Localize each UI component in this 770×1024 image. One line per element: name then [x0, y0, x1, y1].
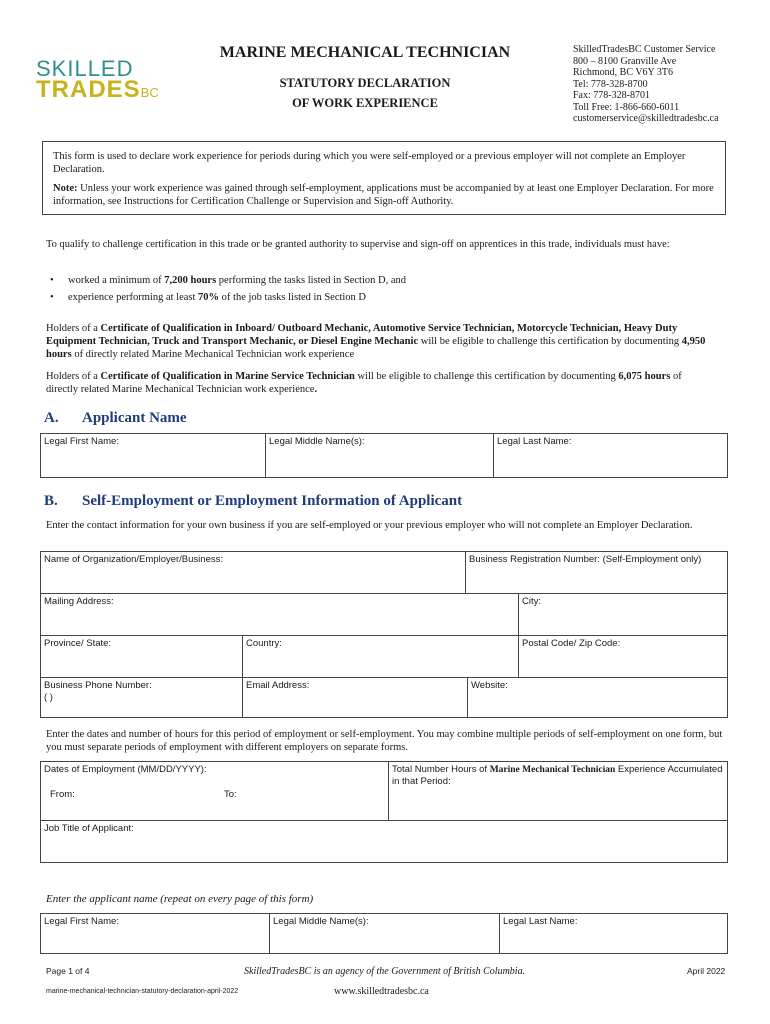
field-label: Business Registration Number: (Self-Employment only) — [469, 554, 702, 565]
section-title: Applicant Name — [82, 410, 187, 426]
logo-trades — [36, 78, 159, 105]
section-letter: A. — [44, 410, 59, 426]
postal-code-field[interactable] — [518, 635, 728, 678]
website-field[interactable] — [467, 677, 728, 718]
holders-paragraph-2: Holders of a Certificate of Qualification in Marine Service Technician will be eligible to challenge this certification by documenting 6,075 hours of directly related Marine Mechanical Technician work experience. — [46, 371, 682, 395]
bullet-icon: • — [50, 292, 54, 303]
to-label: To: — [224, 789, 237, 800]
field-label: Email Address: — [246, 680, 310, 691]
contact-line: Richmond, BC V6Y 3T6 — [573, 67, 674, 78]
field-label: Legal Middle Name(s): — [273, 916, 369, 927]
field-label: Legal Middle Name(s): — [269, 436, 365, 447]
req-text: worked a minimum of — [68, 275, 165, 286]
logo-skilled: SKILLED — [36, 56, 134, 81]
repeat-first-name-field[interactable] — [40, 913, 270, 954]
field-label: Legal First Name: — [44, 916, 119, 927]
note-label: Note: — [53, 183, 78, 194]
bullet-icon: • — [50, 275, 54, 286]
organization-name-field[interactable] — [40, 551, 466, 594]
requirements-list — [46, 274, 716, 308]
field-label: City: — [522, 596, 541, 607]
logo-bc: BC — [140, 85, 159, 100]
field-label: Website: — [471, 680, 508, 691]
field-label: Legal First Name: — [44, 436, 119, 447]
field-label: Legal Last Name: — [497, 436, 572, 447]
from-label: From: — [50, 789, 75, 800]
field-label: Legal Last Name: — [503, 916, 578, 927]
footer-filename: marine-mechanical-technician-statutory-declaration-april-2022 — [46, 988, 239, 995]
field-label: Postal Code/ Zip Code: — [522, 638, 621, 649]
dates-instructions: Enter the dates and number of hours for this period of employment or self-employment. You may combine multiple periods of self-employment on one form, but you must separate periods of employment with different employers on separate forms. — [46, 729, 723, 753]
holders-paragraph-1: Holders of a Certificate of Qualification in Inboard/ Outboard Mechanic, Automotive Service Technician, Motorcycle Technician, Heavy Duty Equipment Technician, Truck and Transport Mechanic, or Diesel Engine Mechanic will be eligible to challenge this certification by documenting 4,950 hours of directly related Marine Mechanical Technician work experience — [46, 323, 706, 360]
business-phone-field[interactable] — [40, 677, 243, 718]
agency-statement: SkilledTradesBC is an agency of the Government of British Columbia. — [244, 966, 526, 977]
contact-line: 800 – 8100 Granville Ave — [573, 55, 677, 67]
contact-email[interactable]: customerservice@skilledtradesbc.ca — [573, 113, 719, 124]
contact-block — [573, 44, 719, 125]
field-label: Dates of Employment (MM/DD/YYYY): — [44, 764, 207, 775]
footer-date: April 2022 — [687, 966, 726, 976]
field-label: Province/ State: — [44, 638, 112, 649]
contact-line: SkilledTradesBC Customer Service — [573, 44, 716, 55]
notice-box — [42, 141, 726, 215]
section-title: Self-Employment or Employment Information of Applicant — [82, 493, 463, 509]
req-text: experience performing at least — [68, 292, 199, 303]
phone-area-code: ( ) — [44, 692, 53, 703]
to-date-input[interactable] — [224, 789, 237, 801]
legal-last-name-field[interactable] — [493, 433, 728, 478]
footer-website-link[interactable]: www.skilledtradesbc.ca — [334, 986, 429, 997]
job-title-field[interactable] — [40, 820, 728, 863]
field-label: Business Phone Number: — [44, 680, 152, 691]
section-b-heading — [44, 493, 462, 510]
country-field[interactable] — [242, 635, 519, 678]
req-text: of the job tasks listed in Section D — [219, 292, 367, 303]
note-text: Unless your work experience was gained through self-employment, applications must be accompanied by at least one Employer Declaration. For more information, see Instructions for Certification Challenge or Supervision and Sign-off Authority. — [53, 183, 714, 207]
notice-note — [53, 182, 715, 208]
logo-trades-text: TRADES — [36, 76, 141, 103]
requirement-tasks — [46, 291, 716, 304]
field-label: Total Number Hours of — [392, 764, 490, 775]
city-field[interactable] — [518, 593, 728, 636]
notice-line: This form is used to declare work experience for periods during which you were self-employed or a previous employer will not complete an Employer Declaration. — [53, 151, 686, 175]
from-date-input[interactable] — [50, 789, 75, 801]
req-hours: 7,200 hours — [164, 275, 217, 286]
repeat-name-instruction: Enter the applicant name (repeat on every page of this form) — [46, 893, 314, 905]
field-label: Experience Accumulated in that Period: — [392, 764, 723, 787]
field-label: Name of Organization/Employer/Business: — [44, 554, 223, 565]
email-address-field[interactable] — [242, 677, 468, 718]
requirement-hours — [46, 274, 716, 287]
qualify-text: To qualify to challenge certification in this trade or be granted authority to supervise and sign-off on apprentices in this trade, individuals must have: — [46, 239, 670, 250]
section-letter: B. — [44, 493, 58, 509]
section-b-instructions: Enter the contact information for your own business if you are self-employed or your previous employer who will not complete an Employer Declaration. — [46, 520, 693, 531]
field-label: Job Title of Applicant: — [44, 823, 134, 834]
total-hours-field[interactable] — [388, 761, 728, 821]
trade-name: Marine Mechanical Technician — [489, 765, 616, 775]
contact-line: Fax: 778-328-8701 — [573, 90, 650, 101]
contact-line: Tel: 778-328-8700 — [573, 78, 648, 90]
page-subtitle-2: OF WORK EXPERIENCE — [292, 96, 438, 110]
legal-middle-name-field[interactable] — [265, 433, 494, 478]
province-field[interactable] — [40, 635, 243, 678]
repeat-middle-name-field[interactable] — [269, 913, 500, 954]
page-title: MARINE MECHANICAL TECHNICIAN — [219, 44, 511, 61]
repeat-last-name-field[interactable] — [499, 913, 728, 954]
dates-of-employment-field — [40, 761, 389, 821]
mailing-address-field[interactable] — [40, 593, 519, 636]
field-label: Mailing Address: — [44, 596, 114, 607]
req-text: performing the tasks listed in Section D, and — [216, 275, 407, 286]
business-registration-field[interactable] — [465, 551, 728, 594]
section-a-heading — [44, 410, 187, 427]
field-label: Country: — [246, 638, 282, 649]
legal-first-name-field[interactable] — [40, 433, 266, 478]
page-subtitle-1: STATUTORY DECLARATION — [279, 76, 451, 90]
page-number: Page 1 of 4 — [46, 966, 90, 976]
contact-line: Toll Free: 1-866-660-6011 — [573, 101, 680, 113]
req-percent: 70% — [198, 292, 220, 303]
